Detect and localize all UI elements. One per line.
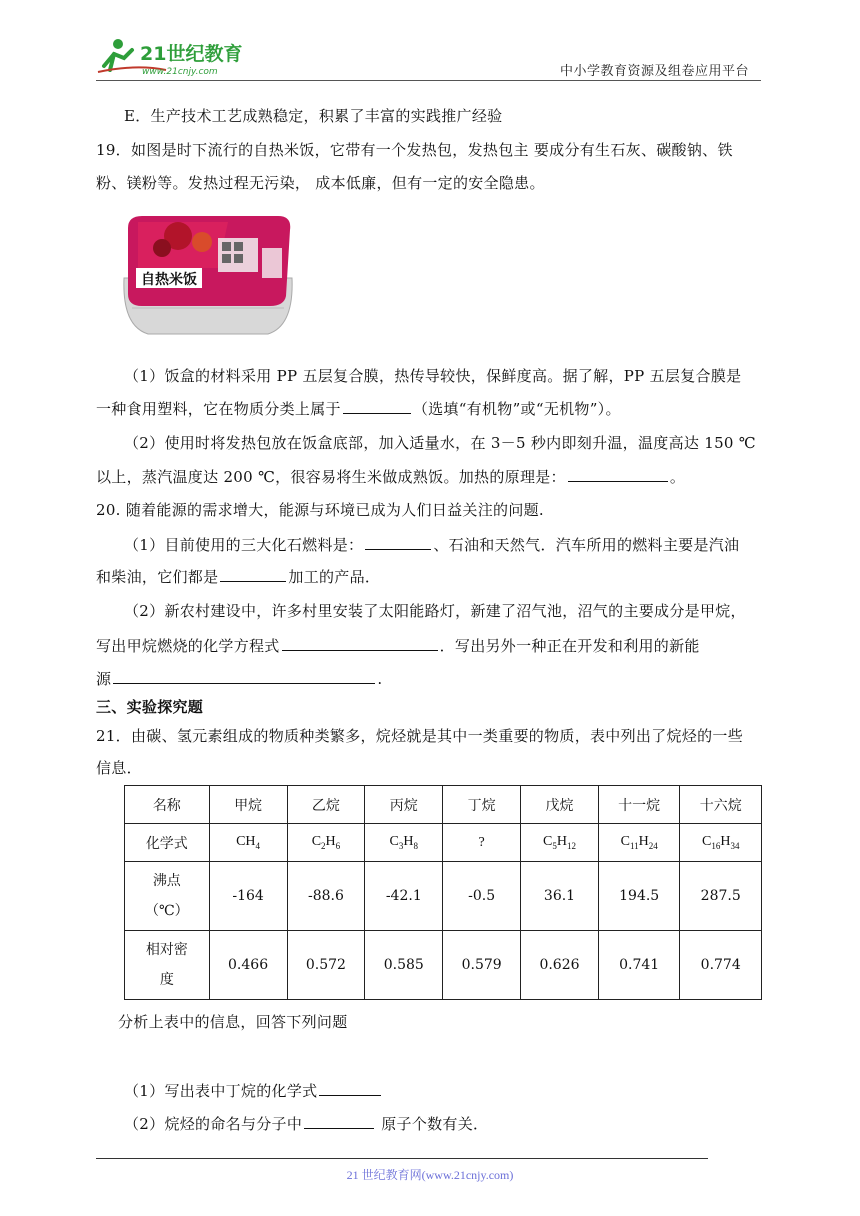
q21-stem-line2: 信息． (96, 759, 142, 777)
table-cell: 0.466 (209, 931, 287, 1000)
row-header-boiling-point: 沸点 （℃） (125, 862, 210, 931)
table-cell: 丁烷 (443, 786, 521, 824)
formula-cell: $C_{16}H_{34}$ (680, 824, 762, 862)
q19-part2-line1: （2）使用时将发热包放在饭盒底部，加入适量水，在 3－5 秒内即刻升温，温度高达 150 ℃ (124, 434, 756, 452)
formula-cell: ? (443, 824, 521, 862)
q20-part1-line1: （1）目前使用的三大化石燃料是： 、石油和天然气．汽车所用的燃料主要是汽油 (124, 536, 740, 554)
q20-part2-line2: 写出甲烷燃烧的化学方程式 ．写出另外一种正在开发和利用的新能 (96, 637, 700, 655)
logo-text: 21世纪教育 (140, 43, 243, 65)
q21-analysis: 分析上表中的信息，回答下列问题 (118, 1013, 348, 1031)
formula-cell: $CH_4$ (209, 824, 287, 862)
table-cell: 0.741 (598, 931, 679, 1000)
q19-part2-line2: 以上，蒸汽温度达 200 ℃，很容易将生米做成熟饭。加热的原理是： 。 (96, 468, 686, 486)
answer-blank[interactable] (282, 635, 438, 651)
table-cell: 十一烷 (598, 786, 679, 824)
table-cell: -42.1 (365, 862, 443, 931)
row-header-formula: 化学式 (125, 824, 210, 862)
q21-part2: （2）烷烃的命名与分子中 原子个数有关． (124, 1115, 489, 1133)
formula-cell: $C_3H_8$ (365, 824, 443, 862)
q18-option-e: E．生产技术工艺成熟稳定，积累了丰富的实践推广经验 (124, 107, 503, 125)
table-cell: 十六烷 (680, 786, 762, 824)
q20-part2-line3: 源 . (96, 670, 383, 688)
table-cell: 甲烷 (209, 786, 287, 824)
row-header-name: 名称 (125, 786, 210, 824)
answer-blank[interactable] (365, 534, 431, 550)
q19-stem-line1: 19．如图是时下流行的自热米饭，它带有一个发热包，发热包主 要成分有生石灰、碳酸钠、铁 (96, 141, 733, 159)
table-cell: 0.572 (287, 931, 365, 1000)
header-divider (96, 80, 761, 81)
table-cell: -0.5 (443, 862, 521, 931)
formula-cell: $C_2H_6$ (287, 824, 365, 862)
site-logo (96, 36, 266, 78)
q20-part1-line2: 和柴油，它们都是 加工的产品． (96, 568, 381, 586)
table-cell: -88.6 (287, 862, 365, 931)
footer-text: 21 世纪教育网(www.21cnjy.com) (346, 1168, 514, 1182)
q20-part2-line1: （2）新农村建设中，许多村里安装了太阳能路灯，新建了沼气池，沼气的主要成分是甲烷， (124, 602, 746, 620)
table-cell: 36.1 (521, 862, 599, 931)
answer-blank[interactable] (568, 466, 668, 482)
q19-part1-line1: （1）饭盒的材料采用 PP 五层复合膜，热传导较快，保鲜度高。据了解，PP 五层复合膜是 (124, 367, 742, 385)
q21-stem-line1: 21．由碳、氢元素组成的物质种类繁多，烷烃就是其中一类重要的物质，表中列出了烷烃的一些 (96, 727, 743, 745)
answer-blank[interactable] (220, 566, 286, 582)
table-cell: 0.626 (521, 931, 599, 1000)
table-row (125, 786, 762, 824)
table-cell: 乙烷 (287, 786, 365, 824)
q20-stem: 20. 随着能源的需求增大，能源与环境已成为人们日益关注的问题. (96, 501, 544, 519)
q19-stem-line2: 粉、镁粉等。发热过程无污染， 成本低廉，但有一定的安全隐患。 (96, 174, 545, 192)
table-row (125, 824, 762, 862)
table-cell: 194.5 (598, 862, 679, 931)
table-cell: 丙烷 (365, 786, 443, 824)
runner-logo-icon (96, 36, 266, 78)
q19-part1-line2: 一种食用塑料，它在物质分类上属于 （选填“有机物”或“无机物”）。 (96, 400, 621, 418)
table-cell: -164 (209, 862, 287, 931)
table-cell: 戊烷 (521, 786, 599, 824)
alkane-table (124, 785, 762, 1000)
footer-divider (96, 1158, 708, 1159)
self-heating-rice-image (118, 208, 296, 343)
answer-blank[interactable] (113, 668, 375, 684)
table-row (125, 931, 762, 1000)
q21-part1: （1）写出表中丁烷的化学式 (124, 1080, 383, 1101)
answer-blank[interactable] (343, 398, 411, 414)
row-header-density: 相对密 度 (125, 931, 210, 1000)
answer-blank[interactable] (304, 1113, 374, 1129)
table-cell: 287.5 (680, 862, 762, 931)
table-row (125, 862, 762, 931)
formula-cell: $C_{11}H_{24}$ (598, 824, 679, 862)
formula-cell: $C_5H_{12}$ (521, 824, 599, 862)
table-cell: 0.774 (680, 931, 762, 1000)
section-title: 三、实验探究题 (96, 698, 204, 716)
answer-blank[interactable] (319, 1080, 381, 1096)
table-cell: 0.585 (365, 931, 443, 1000)
header-platform-text: 中小学教育资源及组卷应用平台 (560, 64, 750, 79)
logo-url: www.21cnjy.com (142, 67, 218, 77)
table-cell: 0.579 (443, 931, 521, 1000)
image-label: 自热米饭 (141, 272, 197, 288)
